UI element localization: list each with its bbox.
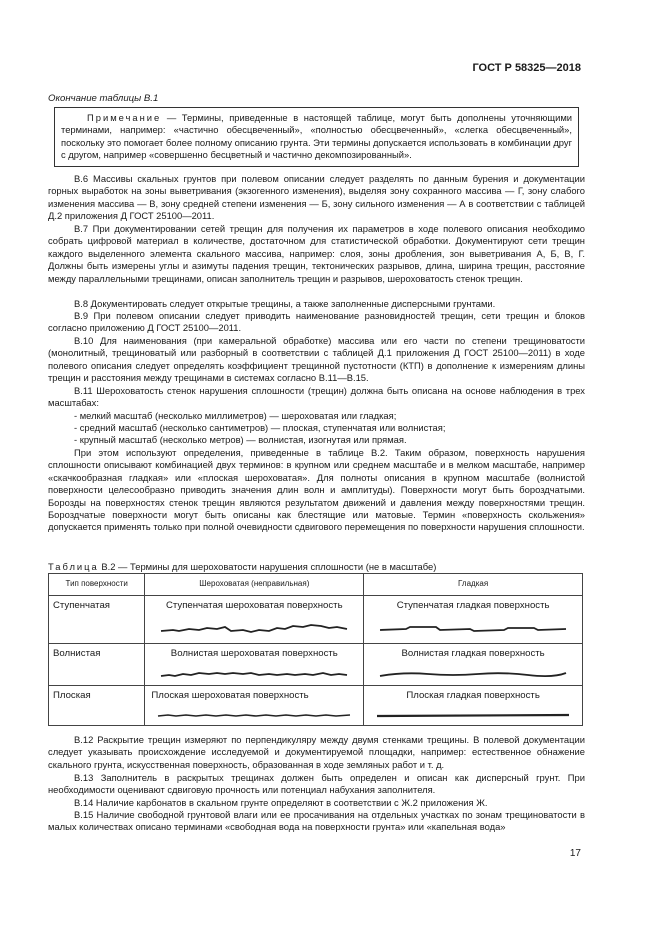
paragraph-b12: В.12 Раскрытие трещин измеряют по перпендикуляру между двумя стенками трещины. В полевой документации следует указывать происхождение исследуемой и документируемой площадки, например: естественное обнажение скального грунта, искусственная поверхность, образованная в ходе земляных работ и т. д. bbox=[48, 734, 585, 770]
table-row bbox=[49, 644, 583, 686]
document-code: ГОСТ Р 58325—2018 bbox=[472, 62, 581, 74]
cell-label: Плоская шероховатая поверхность bbox=[151, 690, 309, 701]
table-caption-lead: Таблица bbox=[48, 561, 99, 572]
note-text: — Термины, приведенные в настоящей таблице, могут быть дополнены уточняющими терминами, например: «частично обесцвеченный», «полностью обесцвеченный», «слегка обесцвеченный», поскольку это помогает более полному описанию грунта. Эти термины допускается использовать в комбинации друг с другом, например «совершенно бесцветный и частично декомпозированный». bbox=[61, 112, 572, 161]
table-row bbox=[49, 686, 583, 726]
header-type: Тип поверхности bbox=[49, 574, 145, 596]
undulating-smooth-cell bbox=[364, 644, 583, 686]
surface-type: Ступенчатая bbox=[49, 596, 145, 644]
page-number: 17 bbox=[569, 848, 581, 859]
paragraph-b11-definitions: При этом используют определения, приведенные в таблице В.2. Таким образом, поверхность нарушения сплошности описывают комбинацией двух терминов: в крупном или среднем масштабе и в мелком масштабе, например «скачкообразная гладкая» или «плоская шероховатая». Для полноты описания в крупном масштабе (волнистой поверхности целесообразно приводить значения длин волн и амплитуды). Поверхности могут быть бороздчатыми. Борозды на поверхностях стенок трещин являются результатом движений и давления между поверхностями трещин. Бороздчатые поверхности могут быть описаны как блестящие или матовые. Термин «поверхность скольжения» допускается применять только при полной очевидности сдвигового перемещения по поверхности нарушения сплошности. bbox=[48, 447, 585, 533]
note-lead: Примечание bbox=[87, 112, 162, 123]
paragraph-b7: В.7 При документировании сетей трещин для получения их параметров в ходе полевого описания необходимо собрать цифровой материал в количестве, достаточном для статистической обработки. Документируют сети трещин каждого выделенного элемента скального массива, например: слоя, зоны дробления, зон выветривания А, Б, В, Г. Должны быть измерены углы и азимуты падения трещин, тектонических разрывов, длина, ширина трещин, расстояние между параллельными трещинами, описан заполнитель трещин и разрывов, шероховатость стенок трещин. bbox=[48, 223, 585, 284]
stepped-rough-profile bbox=[159, 619, 349, 635]
surface-type: Плоская bbox=[49, 686, 145, 726]
table-caption-text: В.2 — Термины для шероховатости нарушения сплошности (не в масштабе) bbox=[98, 561, 437, 572]
header-smooth: Гладкая bbox=[364, 574, 583, 596]
table-row bbox=[49, 596, 583, 644]
header-rough: Шероховатая (неправильная) bbox=[145, 574, 364, 596]
cell-label: Волнистая гладкая поверхность bbox=[401, 648, 545, 659]
table-caption bbox=[48, 561, 436, 574]
undulating-rough-cell bbox=[145, 644, 364, 686]
list-item: - мелкий масштаб (несколько миллиметров) — шероховатая или гладкая; bbox=[74, 410, 397, 421]
surface-type: Волнистая bbox=[49, 644, 145, 686]
planar-rough-profile bbox=[156, 709, 352, 721]
paragraph-b10: В.10 Для наименования (при камеральной обработке) массива или его части по степени трещиноватости (монолитный, трещиноватый или разборный в соответствии с таблицей Д.1 приложения Д ГОСТ 25100—2011) в ходе полевого описания следует определять коэффициент трещинной пустотности (КТП) в дополнение к измерениям длины трещин и расстояния между трещинами в системах согласно В.11—В.15. bbox=[48, 335, 585, 384]
paragraph-b14: В.14 Наличие карбонатов в скальном грунте определяют в соответствии с Ж.2 приложения Ж. bbox=[74, 797, 488, 808]
paragraph-b15: В.15 Наличие свободной грунтовой влаги или ее просачивания на отдельных участках по зонам трещиноватости в малых количествах описано терминами «свободная вода на поверхности грунта» или «капельная вода» bbox=[48, 809, 585, 833]
cell-label: Волнистая шероховатая поверхность bbox=[170, 648, 338, 659]
paragraph-b6: В.6 Массивы скальных грунтов при полевом описании следует разделять по данным бурения и документации горных выработок на зоны выветривания (экзогенного изменения), выделяя зону сохранного массива — Г, зону слабого изменения массива — В, зону средней степени изменения — Б, зону сильного изменения — А в соответствии с таблицей Д.2 приложения Д ГОСТ 25100—2011. bbox=[48, 173, 585, 222]
stepped-smooth-profile bbox=[378, 619, 568, 635]
table-continuation-label: Окончание таблицы В.1 bbox=[48, 93, 159, 104]
note-box bbox=[54, 107, 579, 167]
paragraph-b11: В.11 Шероховатость стенок нарушения сплошности (трещин) должна быть описана на основе наблюдения в трех масштабах: bbox=[48, 385, 585, 409]
cell-label: Плоская гладкая поверхность bbox=[406, 690, 540, 701]
paragraph-b13: В.13 Заполнитель в раскрытых трещинах должен быть определен и описан как дисперсный грунт. При необходимости оценивают сдвиговую прочность или потенциал набухания заполнителя. bbox=[48, 772, 585, 796]
stepped-smooth-cell bbox=[364, 596, 583, 644]
planar-rough-cell bbox=[145, 686, 364, 726]
planar-smooth-profile bbox=[375, 709, 571, 721]
cell-label: Ступенчатая шероховатая поверхность bbox=[165, 600, 343, 611]
cell-label: Ступенчатая гладкая поверхность bbox=[396, 600, 550, 611]
roughness-table bbox=[48, 573, 583, 726]
table-header-row bbox=[49, 574, 583, 596]
list-item: - средний масштаб (несколько сантиметров) — плоская, ступенчатая или волнистая; bbox=[74, 422, 446, 433]
paragraph-b8: В.8 Документировать следует открытые трещины, а также заполненные дисперсными грунтами. bbox=[74, 298, 496, 309]
paragraph-b9: В.9 При полевом описании следует приводить наименование разновидностей трещин, сети трещин и блоков согласно приложению Д ГОСТ 25100—2011. bbox=[48, 310, 585, 334]
planar-smooth-cell bbox=[364, 686, 583, 726]
stepped-rough-cell bbox=[145, 596, 364, 644]
undulating-rough-profile bbox=[159, 667, 349, 681]
undulating-smooth-profile bbox=[378, 667, 568, 681]
list-item: - крупный масштаб (несколько метров) — волнистая, изогнутая или прямая. bbox=[74, 434, 407, 445]
